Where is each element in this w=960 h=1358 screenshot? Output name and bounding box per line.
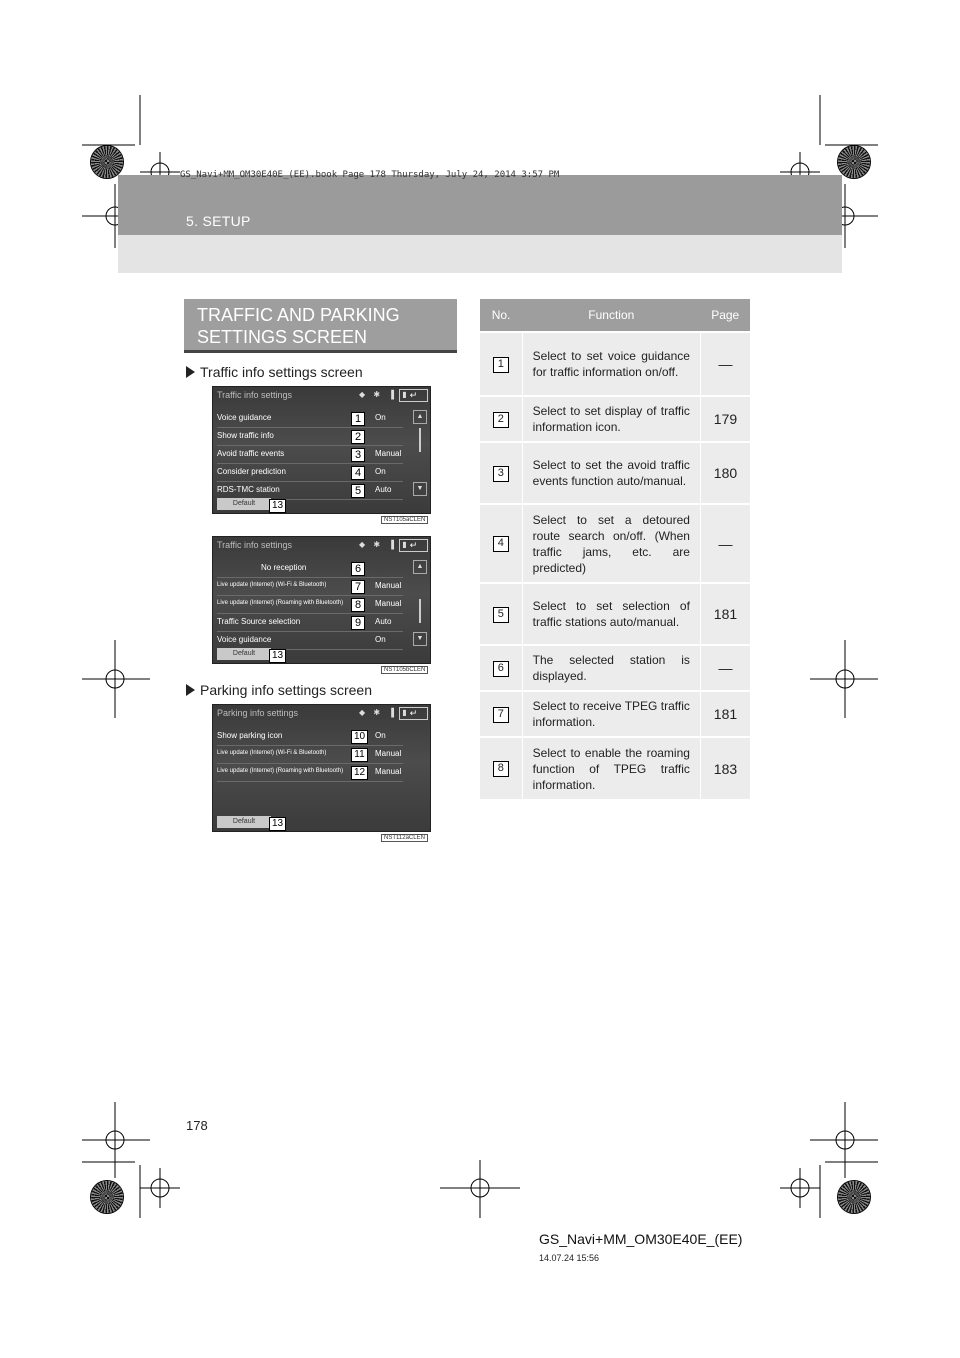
table-row	[480, 583, 750, 645]
callout-number: 6	[351, 562, 365, 576]
row-number: 7	[493, 707, 509, 723]
row-number: 2	[493, 412, 509, 428]
row-label: Live update (Internet) (Wi-Fi & Bluetooth)	[217, 582, 327, 588]
triangle-bullet-icon	[186, 684, 195, 696]
scroll-up-button[interactable]: ▲	[413, 560, 427, 574]
setting-row-live-update-wifi[interactable]	[217, 746, 403, 764]
table-header-row	[480, 299, 750, 332]
row-number: 5	[493, 607, 509, 623]
setting-row-live-update-roaming[interactable]	[217, 596, 403, 614]
callout-number: 11	[351, 748, 368, 762]
screen-title: Parking info settings	[217, 708, 299, 718]
setting-row-consider-prediction[interactable]	[217, 464, 403, 482]
row-function: Select to set selection of traffic stations auto/manual.	[522, 583, 700, 645]
row-label: No reception	[261, 563, 307, 572]
row-function: Select to set voice guidance for traffic information on/off.	[522, 332, 700, 396]
header-no: No.	[480, 299, 522, 332]
row-number: 3	[493, 466, 509, 482]
row-value: Manual	[375, 749, 402, 758]
figure-code: NST105aCLEN	[381, 516, 428, 524]
row-function: Select to set the avoid traffic events function auto/manual.	[522, 442, 700, 504]
row-function: Select to enable the roaming function of TPEG traffic information.	[522, 737, 700, 799]
callout-number: 13	[269, 649, 286, 663]
traffic-info-screen-1	[212, 386, 431, 514]
table-row	[480, 442, 750, 504]
figure-code: NST112aCLEN	[381, 834, 428, 842]
setting-row-avoid-traffic-events[interactable]	[217, 446, 403, 464]
section-heading	[184, 299, 457, 353]
row-page: —	[700, 332, 750, 396]
row-value: On	[375, 413, 386, 422]
callout-number: 5	[351, 484, 365, 498]
footer-timestamp: 14.07.24 15:56	[539, 1253, 600, 1263]
traffic-info-screen-2	[212, 536, 431, 664]
row-number: 8	[493, 761, 509, 777]
row-value: Manual	[375, 449, 402, 458]
row-label: Live update (Internet) (Wi-Fi & Bluetooth)	[217, 750, 327, 756]
row-function: Select to set display of traffic information icon.	[522, 396, 700, 442]
row-label: Consider prediction	[217, 467, 286, 476]
back-button[interactable]: ↵	[399, 539, 428, 552]
setting-row-live-update-roaming[interactable]	[217, 764, 403, 782]
header-page: Page	[700, 299, 750, 332]
row-label: Voice guidance	[217, 413, 272, 422]
back-button[interactable]: ↵	[399, 389, 428, 402]
row-label: Voice guidance	[217, 635, 272, 644]
row-page: —	[700, 645, 750, 691]
row-label: Show parking icon	[217, 731, 283, 740]
row-function: The selected station is displayed.	[522, 645, 700, 691]
callout-number: 12	[351, 766, 368, 780]
screen-title: Traffic info settings	[217, 390, 293, 400]
callout-number: 10	[351, 730, 368, 744]
callout-number: 8	[351, 598, 365, 612]
row-label: Live update (Internet) (Roaming with Bluetooth)	[217, 600, 344, 606]
row-page: —	[700, 504, 750, 583]
page-number: 178	[186, 1118, 208, 1133]
default-button[interactable]: Default	[217, 498, 271, 510]
scrollbar[interactable]	[419, 599, 421, 623]
subsection-parking-label: Parking info settings screen	[200, 682, 372, 698]
setting-row-live-update-wifi[interactable]	[217, 578, 403, 596]
default-button[interactable]: Default	[217, 648, 271, 660]
row-value: Manual	[375, 581, 402, 590]
row-value: Auto	[375, 485, 392, 494]
default-button[interactable]: Default	[217, 816, 271, 828]
row-page: 180	[700, 442, 750, 504]
subsection-traffic-label: Traffic info settings screen	[200, 364, 363, 380]
row-label: RDS-TMC station	[217, 485, 280, 494]
row-page: 181	[700, 691, 750, 737]
row-value: On	[375, 731, 386, 740]
subsection-traffic	[186, 364, 363, 380]
table-row	[480, 691, 750, 737]
row-value: On	[375, 635, 386, 644]
row-label: Live update (Internet) (Roaming with Bluetooth)	[217, 768, 344, 774]
row-page: 179	[700, 396, 750, 442]
scroll-down-button[interactable]: ▼	[413, 482, 427, 496]
setting-row-no-reception	[217, 560, 403, 578]
setting-row-voice-guidance[interactable]	[217, 410, 403, 428]
screen-title: Traffic info settings	[217, 540, 293, 550]
row-value: Auto	[375, 617, 392, 626]
row-label: Traffic Source selection	[217, 617, 301, 626]
callout-number: 1	[351, 412, 365, 426]
row-value: Manual	[375, 599, 402, 608]
figure-code: NST105bCLEN	[381, 666, 428, 674]
row-number: 6	[493, 661, 509, 677]
setting-row-show-traffic-info[interactable]	[217, 428, 403, 446]
callout-number: 3	[351, 448, 365, 462]
status-icons: ◆ ✱ ▐ ▮	[359, 540, 410, 549]
section-heading-text: TRAFFIC AND PARKING SETTINGS SCREEN	[197, 305, 400, 347]
back-button[interactable]: ↵	[399, 707, 428, 720]
table-row	[480, 396, 750, 442]
function-table	[480, 299, 750, 799]
chapter-label: 5. SETUP	[186, 213, 251, 229]
callout-number: 4	[351, 466, 365, 480]
table-row	[480, 645, 750, 691]
row-function: Select to receive TPEG traffic information.	[522, 691, 700, 737]
callout-number: 2	[351, 430, 365, 444]
scrollbar[interactable]	[419, 428, 421, 452]
subsection-parking	[186, 682, 372, 698]
row-number: 1	[493, 357, 509, 373]
row-page: 183	[700, 737, 750, 799]
callout-number: 7	[351, 580, 365, 594]
row-page: 181	[700, 583, 750, 645]
row-label: Avoid traffic events	[217, 449, 285, 458]
triangle-bullet-icon	[186, 366, 195, 378]
callout-number: 9	[351, 616, 365, 630]
scroll-up-button[interactable]: ▲	[413, 410, 427, 424]
scroll-down-button[interactable]: ▼	[413, 632, 427, 646]
book-info-line: GS_Navi+MM_OM30E40E_(EE).book Page 178 Thursday, July 24, 2014 3:57 PM	[180, 170, 560, 180]
parking-info-screen	[212, 704, 431, 832]
table-row	[480, 504, 750, 583]
row-number: 4	[493, 536, 509, 552]
status-icons: ◆ ✱ ▐ ▮	[359, 390, 410, 399]
setting-row-traffic-source[interactable]	[217, 614, 403, 632]
row-function: Select to set a detoured route search on/off. (When traffic jams, etc. are predicted)	[522, 504, 700, 583]
row-value: On	[375, 467, 386, 476]
callout-number: 13	[269, 817, 286, 831]
header-function: Function	[522, 299, 700, 332]
setting-row-show-parking-icon[interactable]	[217, 728, 403, 746]
table-row	[480, 737, 750, 799]
footer-doc-title: GS_Navi+MM_OM30E40E_(EE)	[539, 1231, 743, 1247]
callout-number: 13	[269, 499, 286, 513]
table-row	[480, 332, 750, 396]
row-label: Show traffic info	[217, 431, 274, 440]
status-icons: ◆ ✱ ▐ ▮	[359, 708, 410, 717]
row-value: Manual	[375, 767, 402, 776]
